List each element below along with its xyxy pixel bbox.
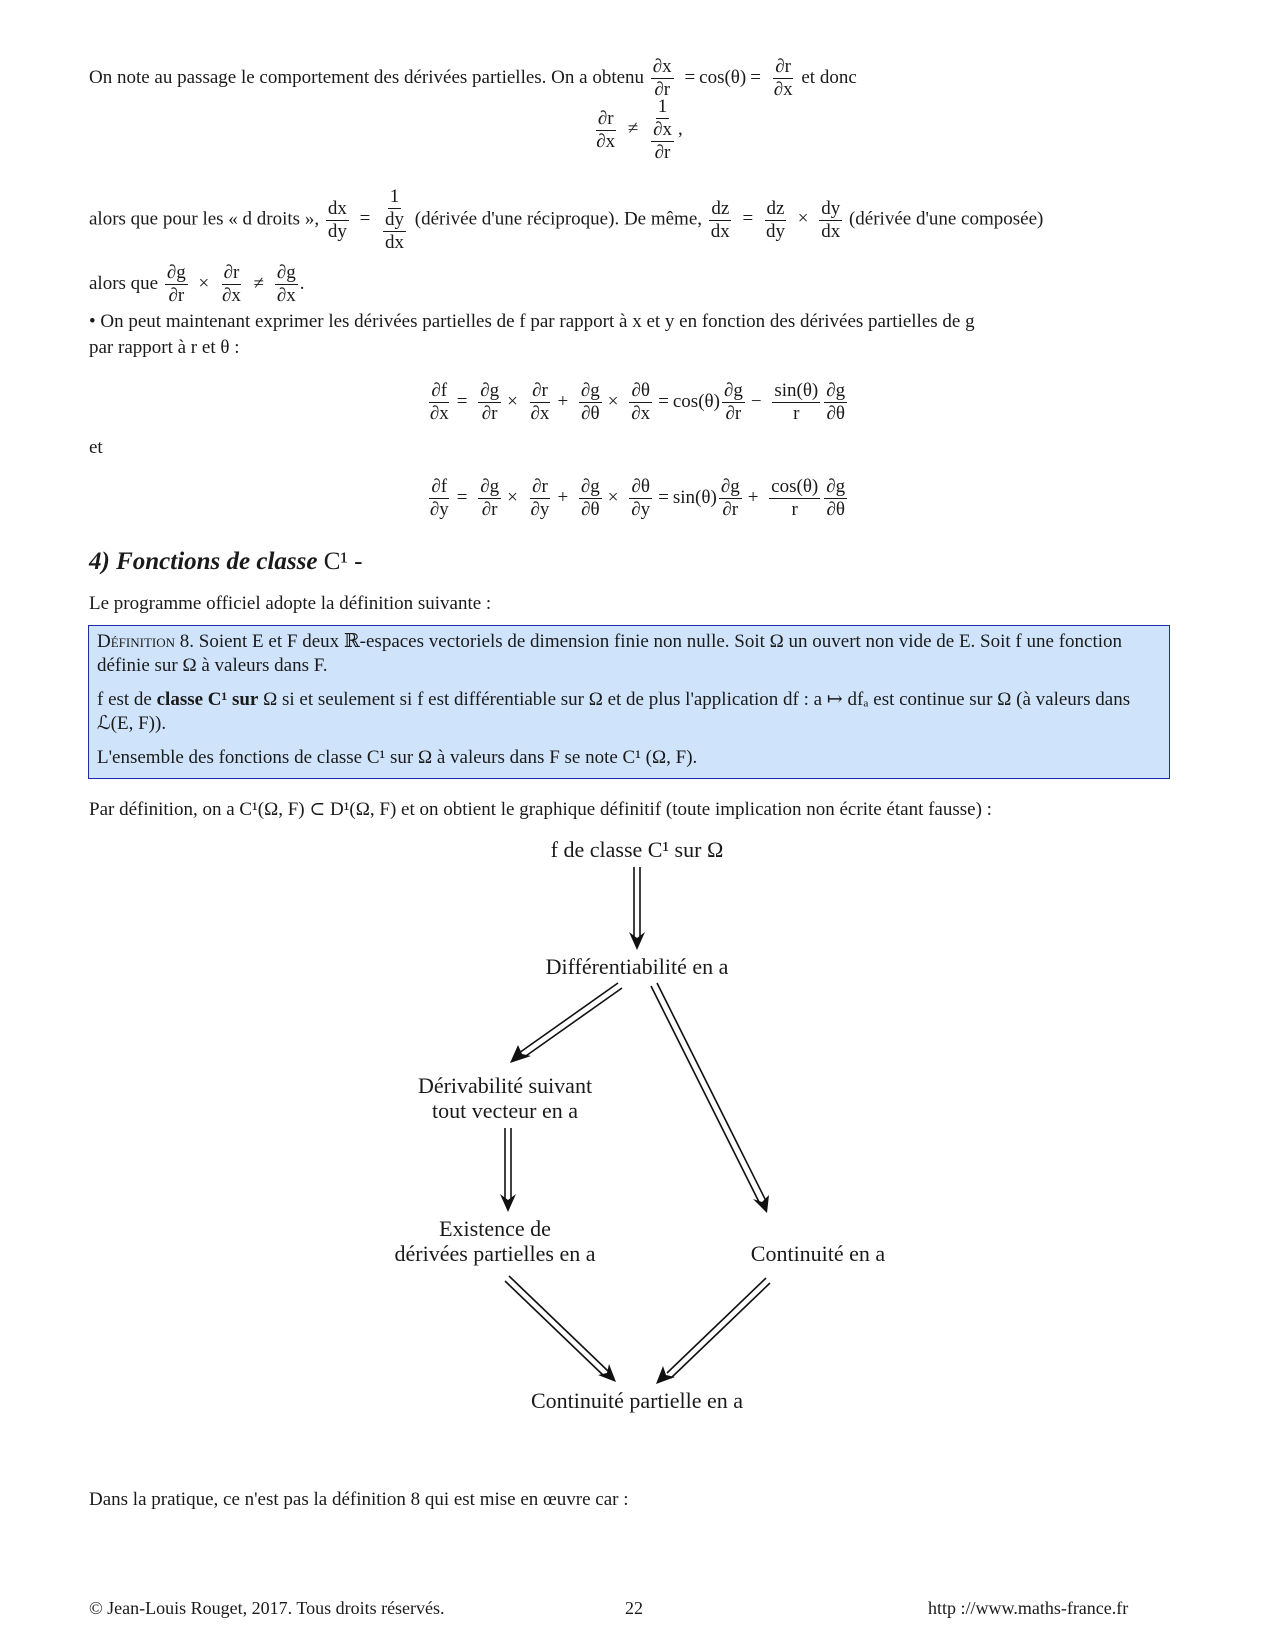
node-derivability-l2: tout vecteur en a: [432, 1098, 578, 1123]
arrow-exist-to-contpart: [505, 1276, 608, 1376]
node-partial-continuity: Continuité partielle en a: [531, 1388, 743, 1413]
definition-p3: L'ensemble des fonctions de classe C¹ sur Ω à valeurs dans F se note C¹ (Ω, F).: [97, 747, 698, 768]
connector-et: et: [89, 437, 103, 458]
intro-text-1-end: et donc: [801, 66, 857, 88]
node-differentiability: Différentiabilité en a: [545, 954, 729, 979]
section-title-text: 4) Fonctions de classe: [89, 548, 318, 575]
node-partial-derivatives-l2: dérivées partielles en a: [394, 1241, 596, 1266]
intro-text-3: alors que: [89, 272, 159, 294]
node-derivability-l1: Dérivabilité suivant: [417, 1073, 593, 1098]
section-title: [89, 548, 362, 576]
arrow-diff-to-deriv-head: [510, 1045, 531, 1063]
node-continuity: Continuité en a: [750, 1241, 886, 1266]
arrow-cont-to-contpart: [667, 1278, 770, 1378]
intro-text-2: alors que pour les « d droits »,: [89, 208, 320, 230]
definition-box: [88, 625, 1170, 779]
frac-dr-dx: $\frac{\partial r}{\partial x}$: [773, 56, 793, 100]
node-partial-derivatives: [345, 1216, 645, 1266]
intro-line-1: On note au passage le comportement des dérivées partielles. On a obtenu $\frac{\partial x}{\partial r}$ = cos(θ) = $\frac{\partial r}{\partial x}$ et donc: [89, 56, 857, 100]
definition-p2-bold: classe C¹ sur: [156, 689, 259, 710]
arrow-diff-to-deriv: [519, 983, 622, 1058]
definition-label: Définition 8.: [97, 631, 194, 652]
footer-page-number: 22: [625, 1598, 643, 1618]
intro-line-2: alors que pour les « d droits », $\frac{dx}{dy}$ = $\frac{1}{\frac{dy}{dx}}$ (dérivée d'une réciproque). De même, $\frac{dz}{dx}$ = $\frac{dz}{dy}$ × $\frac{dy}{dx}$ (dérivée d'une composée): [89, 186, 1044, 253]
equation-partial-inverse: $\frac{\partial r}{\partial x}$ ≠ $\frac{1}{\frac{\partial x}{\partial r}}$ ,: [596, 96, 683, 163]
node-partial-derivatives-l1: Existence de: [439, 1216, 551, 1241]
node-c1: f de classe C¹ sur Ω: [550, 837, 724, 862]
intro-line-3: alors que $\frac{\partial g}{\partial r}$ × $\frac{\partial r}{\partial x}$ ≠ $\frac{\partial g}{\partial x}$ .: [89, 262, 305, 306]
closing-text: Dans la pratique, ce n'est pas la définition 8 qui est mise en œuvre car :: [89, 1489, 629, 1510]
footer-url[interactable]: http ://www.maths-france.fr: [928, 1598, 1129, 1618]
intro-text-2-end: (dérivée d'une composée): [848, 208, 1044, 230]
intro-text-1: On note au passage le comportement des dérivées partielles. On a obtenu: [89, 66, 645, 88]
definition-p2-start: f est de: [97, 689, 152, 710]
arrow-deriv-to-exist-head: [500, 1194, 516, 1212]
arrow-c1-to-diff-head: [629, 932, 645, 950]
equation-df-dx: $\frac{\partial f}{\partial x}$ = $\frac{\partial g}{\partial r}$ × $\frac{\partial r}{\partial x}$ + $\frac{\partial g}{\partial\theta}$ × $\frac{\partial\theta}{\partial x}$ = cos(θ) $\frac{\partial g}{\partial r}$ − $\frac{\sin(\theta)}{r}$ $\frac{\partial g}{\partial\theta}$: [429, 380, 846, 424]
footer-copyright: © Jean-Louis Rouget, 2017. Tous droits réservés.: [89, 1598, 445, 1618]
arrow-diff-to-cont: [651, 983, 766, 1204]
equation-df-dy: $\frac{\partial f}{\partial y}$ = $\frac{\partial g}{\partial r}$ × $\frac{\partial r}{\partial y}$ + $\frac{\partial g}{\partial\theta}$ × $\frac{\partial\theta}{\partial y}$ = sin(θ) $\frac{\partial g}{\partial r}$ + $\frac{\cos(\theta)}{r}$ $\frac{\partial g}{\partial\theta}$: [429, 476, 846, 520]
frac-dx-dr: $\frac{\partial x}{\partial r}$: [652, 56, 672, 100]
arrow-cont-to-contpart-head: [656, 1366, 675, 1384]
section-title-math: C¹ -: [323, 548, 363, 575]
bullet-line-2: par rapport à r et θ :: [89, 337, 240, 358]
definition-p1: Soient E et F deux ℝ-espaces vectoriels de dimension finie non nulle. Soit Ω un ouvert non vide de E. Soit f une fonction définie sur Ω à valeurs dans F.: [97, 631, 1123, 676]
arrow-exist-to-contpart-head: [598, 1364, 616, 1382]
arrow-diff-to-cont-head: [753, 1195, 769, 1213]
intro-text-2-mid: (dérivée d'une réciproque). De même,: [414, 208, 703, 230]
definition-p2-end: Ω si et seulement si f est différentiable sur Ω et de plus l'application df : a ↦ dfₐ est continue sur Ω (à valeurs dans ℒ(E, F)).: [97, 689, 1131, 734]
after-definition: Par définition, on a C¹(Ω, F) ⊂ D¹(Ω, F) et on obtient le graphique définitif (toute implication non écrite étant fausse) :: [89, 799, 992, 820]
node-derivability: [355, 1073, 655, 1123]
section-lead: Le programme officiel adopte la définition suivante :: [89, 593, 492, 614]
bullet-line-1: • On peut maintenant exprimer les dérivées partielles de f par rapport à x et y en fonction des dérivées partielles de g: [89, 311, 975, 332]
arrow-c1-to-diff: [634, 867, 640, 940]
arrow-deriv-to-exist: [505, 1128, 511, 1202]
